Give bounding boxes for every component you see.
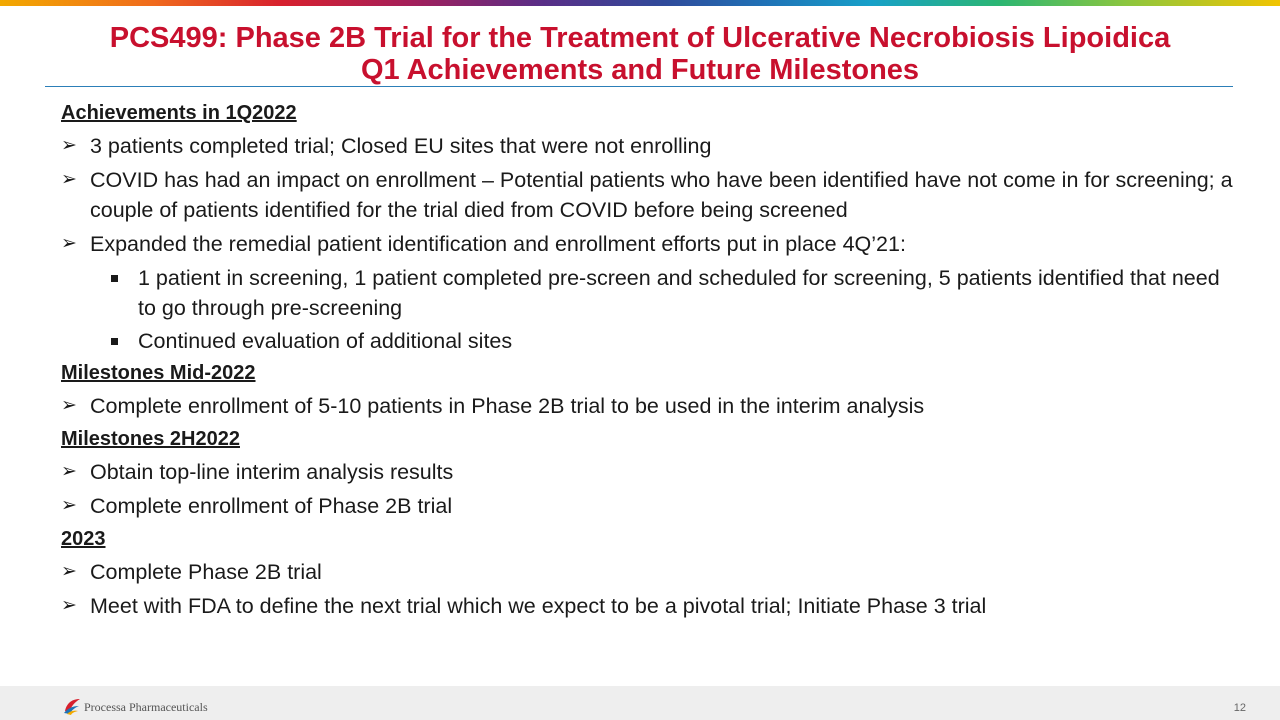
square-bullet-icon [111, 275, 118, 282]
sub-bullet-item [61, 326, 1241, 356]
bullet-text: COVID has had an impact on enrollment – Potential patients who have been identified have not come in for screening; a couple of patients identified for the trial died from COVID before being screened [90, 168, 1233, 222]
bullet-text: Meet with FDA to define the next trial which we expect to be a pivotal trial; Initiate Phase 3 trial [90, 594, 987, 618]
section-heading-mid-2022: Milestones Mid-2022 [61, 362, 256, 384]
processa-logo-icon [62, 696, 82, 716]
bullet-item [61, 391, 1241, 421]
bullet-text: 3 patients completed trial; Closed EU sites that were not enrolling [90, 134, 712, 158]
arrow-bullet-icon: ➢ [61, 495, 77, 516]
title-line-2: Q1 Achievements and Future Milestones [360, 54, 920, 86]
top-gradient-bar [0, 0, 1280, 6]
arrow-bullet-icon: ➢ [61, 461, 77, 482]
arrow-bullet-icon: ➢ [61, 233, 77, 254]
title-divider [45, 86, 1233, 87]
bullet-item [61, 491, 1241, 521]
bullet-text: Complete Phase 2B trial [90, 560, 322, 584]
bullet-text: Expanded the remedial patient identification and enrollment efforts put in place 4Q’21: [90, 232, 906, 256]
bullet-text: Complete enrollment of 5-10 patients in Phase 2B trial to be used in the interim analysis [90, 394, 925, 418]
page-number: 12 [1233, 702, 1246, 714]
slide-body [61, 99, 1241, 625]
title-line-1: PCS499: Phase 2B Trial for the Treatment of Ulcerative Necrobiosis Lipoidica [109, 22, 1171, 54]
arrow-bullet-icon: ➢ [61, 395, 77, 416]
bullet-text: Complete enrollment of Phase 2B trial [90, 494, 453, 518]
section-heading-achievements: Achievements in 1Q2022 [61, 102, 297, 124]
bullet-item [61, 557, 1241, 587]
bullet-item [61, 457, 1241, 487]
sub-bullet-item [61, 263, 1241, 323]
bullet-item [61, 165, 1241, 225]
bullet-text: Obtain top-line interim analysis results [90, 460, 454, 484]
sub-bullet-text: 1 patient in screening, 1 patient completed pre-screen and scheduled for screening, 5 patients identified that need to go through pre-screening [138, 266, 1220, 320]
arrow-bullet-icon: ➢ [61, 135, 77, 156]
company-name: Processa Pharmaceuticals [84, 700, 208, 714]
section-heading-2h2022: Milestones 2H2022 [61, 428, 240, 450]
section-heading-2023: 2023 [61, 528, 106, 550]
arrow-bullet-icon: ➢ [61, 561, 77, 582]
slide-title [40, 22, 1240, 86]
bullet-item [61, 131, 1241, 161]
arrow-bullet-icon: ➢ [61, 595, 77, 616]
square-bullet-icon [111, 338, 118, 345]
sub-bullet-text: Continued evaluation of additional sites [138, 329, 513, 353]
bullet-item [61, 591, 1241, 621]
arrow-bullet-icon: ➢ [61, 169, 77, 190]
bullet-item [61, 229, 1241, 259]
